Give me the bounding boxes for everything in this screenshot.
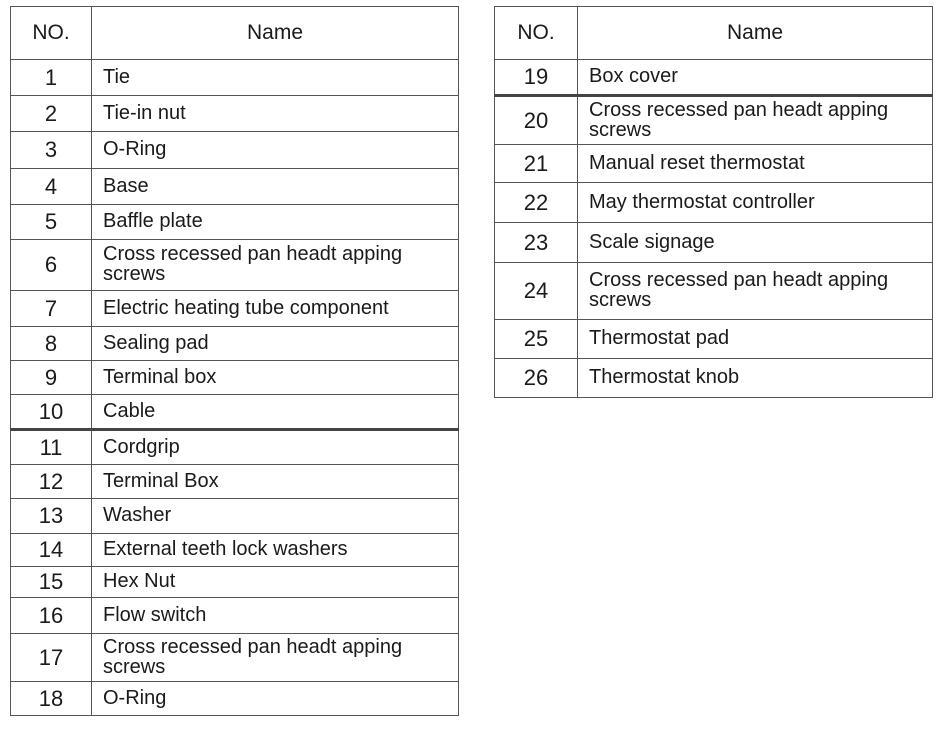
- table-row: [495, 145, 933, 183]
- part-number: 20: [495, 96, 578, 145]
- part-number: 8: [11, 327, 92, 361]
- table-row: [11, 169, 459, 205]
- table-row: [495, 96, 933, 145]
- table-row: [495, 60, 933, 96]
- part-number: 16: [11, 598, 92, 634]
- part-number: 14: [11, 534, 92, 567]
- part-number: 11: [11, 430, 92, 465]
- part-name: Washer: [92, 499, 459, 534]
- header-no: NO.: [495, 7, 578, 60]
- table-row: [11, 634, 459, 682]
- part-name: Box cover: [578, 60, 933, 96]
- table-header-row: [11, 7, 459, 60]
- part-number: 3: [11, 132, 92, 169]
- table-row: [11, 60, 459, 96]
- table-row: [11, 361, 459, 395]
- part-name: Cross recessed pan headt apping screws: [92, 634, 459, 682]
- part-name: Thermostat pad: [578, 320, 933, 359]
- header-name: Name: [92, 7, 459, 60]
- part-number: 1: [11, 60, 92, 96]
- part-name: Tie: [92, 60, 459, 96]
- part-name: Base: [92, 169, 459, 205]
- part-number: 7: [11, 291, 92, 327]
- part-name: Scale signage: [578, 223, 933, 263]
- part-number: 23: [495, 223, 578, 263]
- part-number: 10: [11, 395, 92, 430]
- table-row: [11, 430, 459, 465]
- table-row: [11, 499, 459, 534]
- part-number: 15: [11, 567, 92, 598]
- table-header-row: [495, 7, 933, 60]
- table-row: [11, 395, 459, 430]
- part-name: Tie-in nut: [92, 96, 459, 132]
- part-name: Cordgrip: [92, 430, 459, 465]
- header-no: NO.: [11, 7, 92, 60]
- table-row: [11, 682, 459, 716]
- part-number: 22: [495, 183, 578, 223]
- parts-table-right: [494, 6, 933, 398]
- part-number: 26: [495, 359, 578, 398]
- table-row: [495, 183, 933, 223]
- table-row: [11, 598, 459, 634]
- part-name: Cross recessed pan headt apping screws: [92, 240, 459, 291]
- part-name: O-Ring: [92, 682, 459, 716]
- part-number: 6: [11, 240, 92, 291]
- table-row: [11, 96, 459, 132]
- table-row: [495, 223, 933, 263]
- part-name: O-Ring: [92, 132, 459, 169]
- part-number: 13: [11, 499, 92, 534]
- part-number: 5: [11, 205, 92, 240]
- table-row: [11, 567, 459, 598]
- part-number: 25: [495, 320, 578, 359]
- part-name: External teeth lock washers: [92, 534, 459, 567]
- part-name: May thermostat controller: [578, 183, 933, 223]
- part-number: 12: [11, 465, 92, 499]
- part-number: 19: [495, 60, 578, 96]
- table-row: [11, 240, 459, 291]
- part-name: Cable: [92, 395, 459, 430]
- part-name: Electric heating tube component: [92, 291, 459, 327]
- part-name: Terminal box: [92, 361, 459, 395]
- header-name: Name: [578, 7, 933, 60]
- table-row: [495, 359, 933, 398]
- part-number: 2: [11, 96, 92, 132]
- table-row: [11, 205, 459, 240]
- part-name: Terminal Box: [92, 465, 459, 499]
- part-name: Cross recessed pan headt apping screws: [578, 96, 933, 145]
- part-name: Thermostat knob: [578, 359, 933, 398]
- part-number: 4: [11, 169, 92, 205]
- part-number: 9: [11, 361, 92, 395]
- table-row: [495, 263, 933, 320]
- table-row: [11, 327, 459, 361]
- table-row: [495, 320, 933, 359]
- part-name: Sealing pad: [92, 327, 459, 361]
- part-name: Manual reset thermostat: [578, 145, 933, 183]
- part-number: 17: [11, 634, 92, 682]
- table-row: [11, 534, 459, 567]
- part-name: Baffle plate: [92, 205, 459, 240]
- part-number: 21: [495, 145, 578, 183]
- part-number: 24: [495, 263, 578, 320]
- part-name: Hex Nut: [92, 567, 459, 598]
- part-number: 18: [11, 682, 92, 716]
- table-row: [11, 465, 459, 499]
- part-name: Flow switch: [92, 598, 459, 634]
- parts-table-left: [10, 6, 459, 716]
- part-name: Cross recessed pan headt apping screws: [578, 263, 933, 320]
- table-row: [11, 291, 459, 327]
- table-row: [11, 132, 459, 169]
